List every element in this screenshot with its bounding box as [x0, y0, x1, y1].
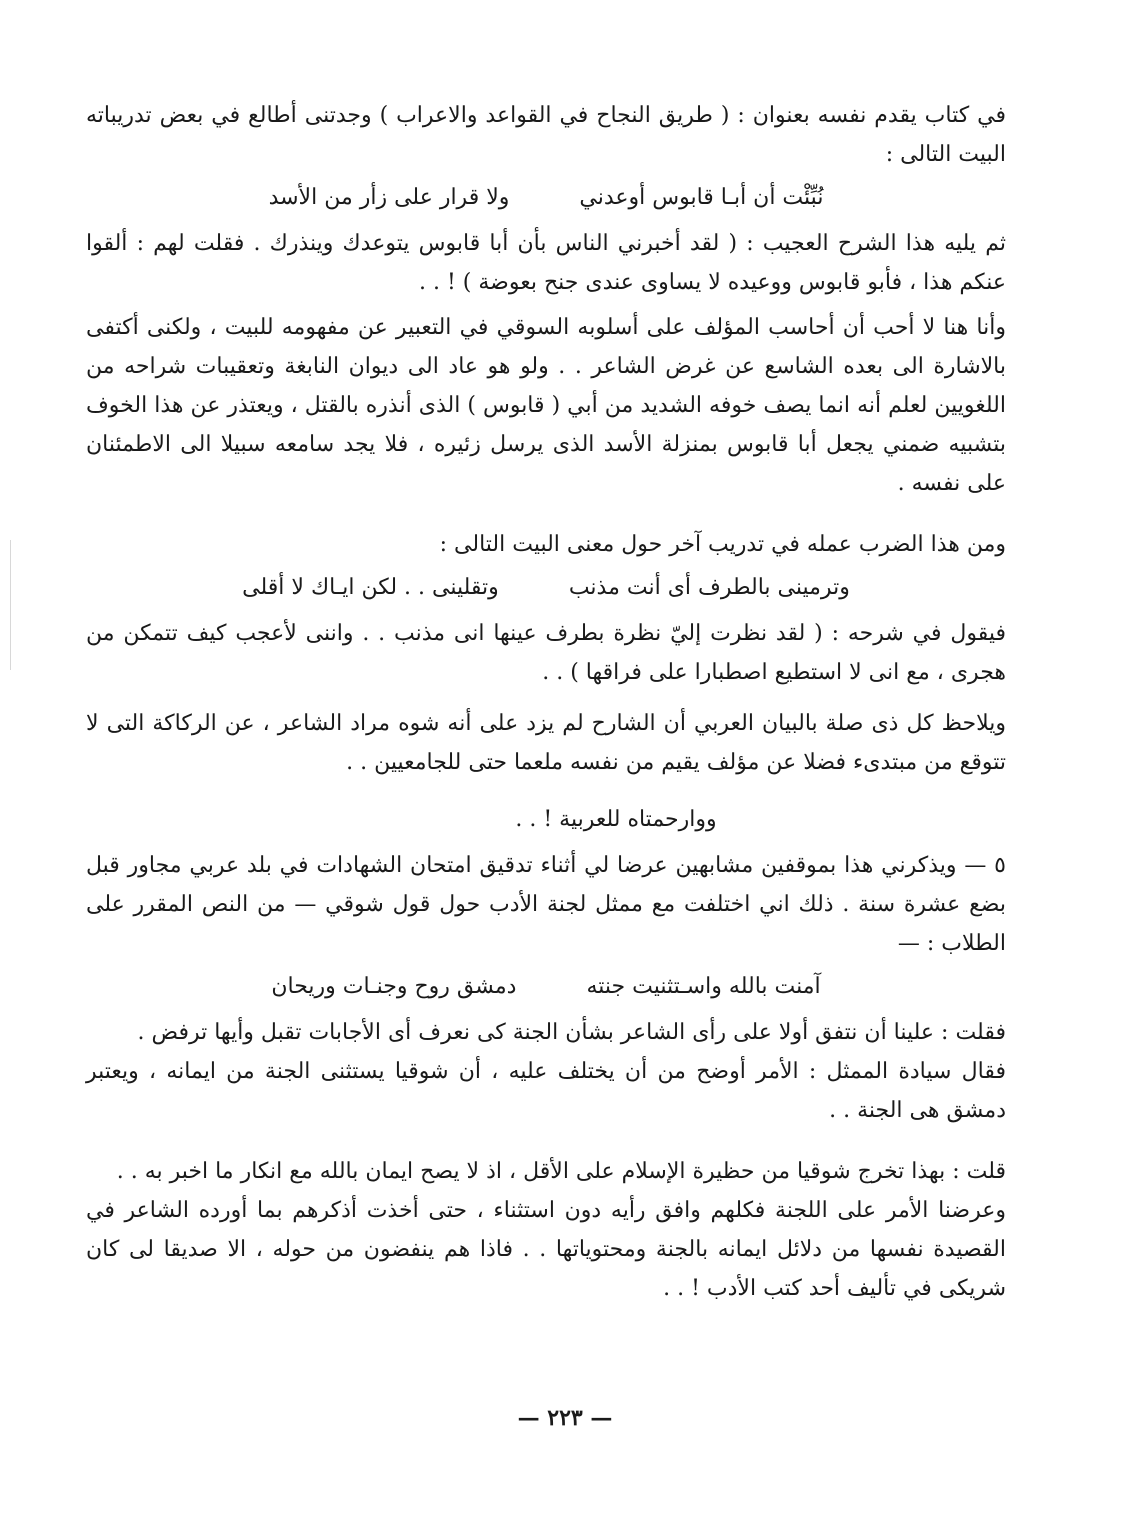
paragraph-1: في كتاب يقدم نفسه بعنوان : ( طريق النجاح في القواعد والاعراب ) وجدتنى أطالع في بعض تدريباته البيت التالى : [86, 103, 1006, 167]
paragraph-6: ويلاحظ كل ذى صلة بالبيان العربي أن الشارح لم يزد على أنه شوه مراد الشاعر ، عن الركاكة التى لا تتوقع من مبتدىء فضلا عن مؤلف يقيم من نفسه ملعما حتى للجامعيين . . [86, 711, 1006, 775]
verse-2 [86, 568, 1006, 608]
page-body [86, 96, 1006, 1308]
paragraph-2: ثم يليه هذا الشرح العجيب : ( لقد أخبرني الناس بأن أبا قابوس يتوعدك وينذرك . فقلت لهم : ألقوا عنكم هذا ، فأبو قابوس ووعيده لا يساوى عندى جنح بعوضة ) ! . . [86, 231, 1006, 295]
paragraph-4: ومن هذا الضرب عمله في تدريب آخر حول معنى البيت التالى : [439, 532, 1006, 557]
exclamation-line: ووارحمتاه للعربية ! . . [515, 807, 717, 832]
paragraph-11: قلت : بهذا تخرج شوقيا من حظيرة الإسلام على الأقل ، اذ لا يصح ايمان بالله مع انكار ما اخبر به . . [116, 1159, 1006, 1184]
paragraph-8: ٥ — ويذكرني هذا بموقفين مشابهين عرضا لي أثناء تدقيق امتحان الشهادات في بلد عربي مجاور قبل بضع عشرة سنة . ذلك اني اختلفت مع ممثل لجنة الأدب حول قول شوقي — من النص المقرر على الطلاب : — [86, 853, 1006, 956]
verse-3-first-hemistich: آمنت بالله واسـتثنيت جنته [586, 974, 821, 999]
verse-1-second-hemistich: ولا قرار على زأر من الأسد [268, 185, 510, 210]
paragraph-12: وعرضنا الأمر على اللجنة فكلهم وافق رأيه دون استثناء ، حتى أخذت أذكرهم بما أورده الشاعر في القصيدة نفسها من دلائل ايمانه بالجنة ومحتوياتها . . فاذا هم ينفضون من حوله ، الا صديقا لى كان شريكى في تأليف أحد كتب الأدب ! . . [86, 1198, 1006, 1301]
verse-3-second-hemistich: دمشق روح وجنـات وريحان [271, 974, 517, 999]
verse-2-second-hemistich: وتقلينى . . لكن ايـاك لا أقلى [242, 575, 499, 600]
page-number: — ٢٢٣ — [517, 1405, 613, 1431]
paragraph-9: فقلت : علينا أن نتفق أولا على رأى الشاعر بشأن الجنة كى نعرف أى الأجابات تقبل وأيها ترفض . [137, 1020, 1006, 1045]
paragraph-10: فقال سيادة الممثل : الأمر أوضح من أن يختلف عليه ، أن شوقيا يستثنى الجنة من ايمانه ، ويعتبر دمشق هى الجنة . . [86, 1059, 1006, 1123]
verse-2-first-hemistich: وترمينى بالطرف أى أنت مذنب [568, 575, 850, 600]
verse-3 [86, 967, 1006, 1007]
paragraph-5: فيقول في شرحه : ( لقد نظرت إليّ نظرة بطرف عينها انى مذنب . . واننى لأعجب كيف تتمكن من هجرى ، مع انى لا استطيع اصطبارا على فراقها ) . . [86, 621, 1006, 685]
scan-margin-line [10, 540, 11, 670]
paragraph-3: وأنا هنا لا أحب أن أحاسب المؤلف على أسلوبه السوقي في التعبير عن مفهومه للبيت ، ولكنى أكتفى بالاشارة الى بعده الشاسع عن غرض الشاعر . . ولو هو عاد الى ديوان النابغة وتعقيبات شراحه من اللغويين لعلم أنه انما يصف خوفه الشديد من أبي ( قابوس ) الذى أنذره بالقتل ، ويعتذر عن هذا الخوف بتشبيه ضمني يجعل أبا قابوس بمنزلة الأسد الذى يرسل زئيره ، فلا يجد سامعه سبيلا الى الاطمئنان على نفسه . [86, 315, 1006, 496]
verse-1-first-hemistich: نُبِّئْت أن أبـا قابوس أوعدني [579, 185, 824, 210]
verse-1 [86, 178, 1006, 218]
